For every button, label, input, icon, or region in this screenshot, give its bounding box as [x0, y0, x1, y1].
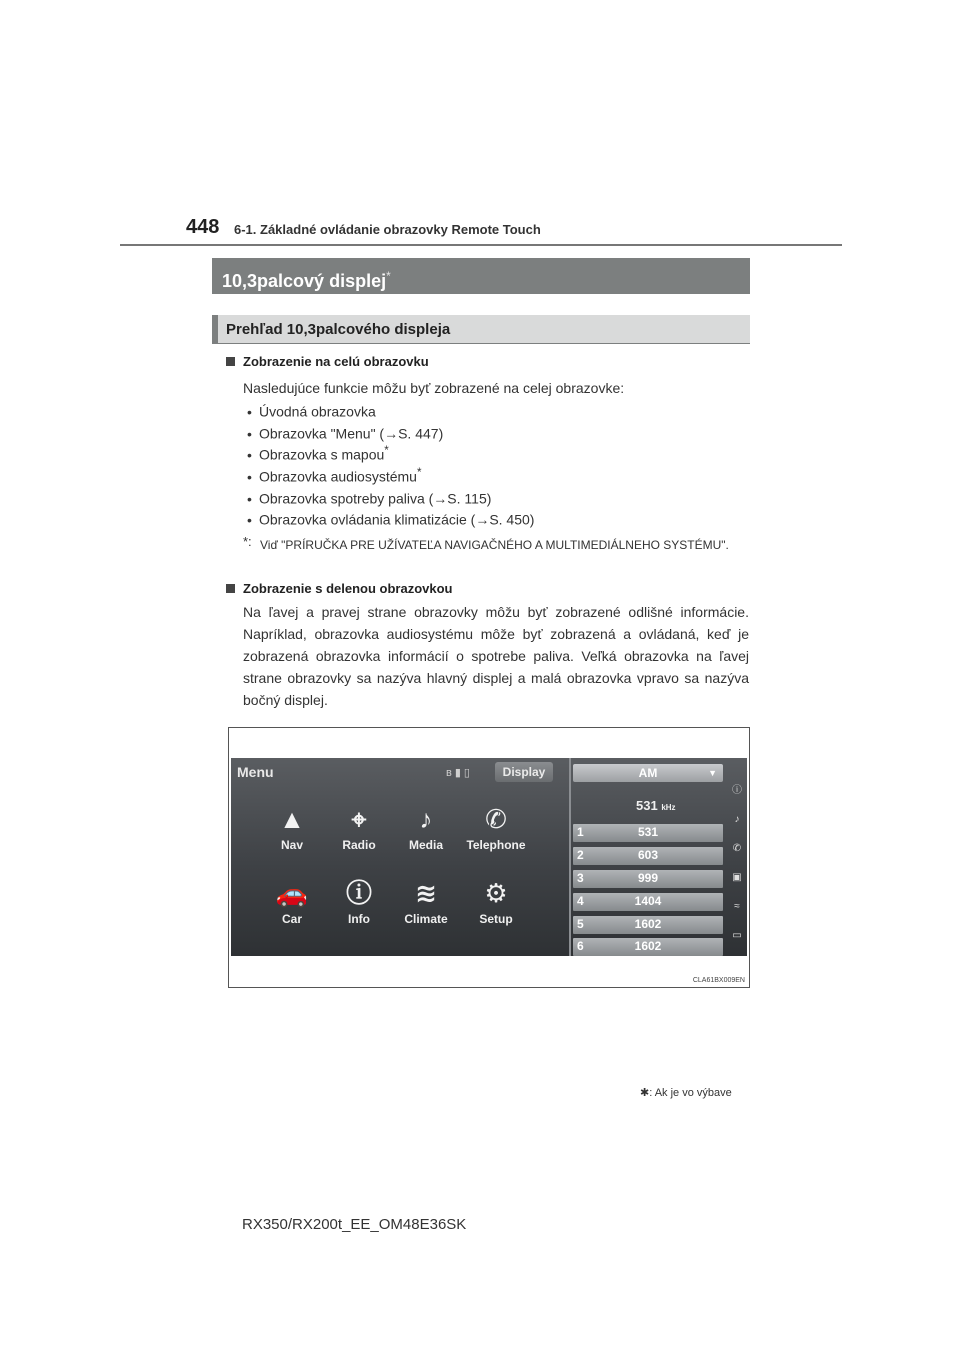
car-icon: 🚗	[275, 878, 309, 908]
screen-divider	[569, 758, 571, 956]
app-nav[interactable]: ▲ Nav	[259, 800, 325, 852]
app-media[interactable]: ♪ Media	[393, 800, 459, 852]
square-bullet-icon	[226, 357, 235, 366]
battery-icon: ▯	[463, 767, 473, 779]
app-info[interactable]: ⓘ Info	[326, 874, 392, 926]
list-item: • Obrazovka ovládania klimatizácie (→S. 450)	[247, 511, 535, 528]
preset-3[interactable]: 3 999	[573, 870, 723, 888]
running-head: 6-1. Základné ovládanie obrazovky Remote Touch	[234, 222, 541, 237]
app-setup[interactable]: ⚙ Setup	[460, 874, 532, 926]
side-display-rail	[729, 776, 745, 948]
list-item: • Obrazovka spotreby paliva (→S. 115)	[247, 490, 492, 507]
list-item: • Obrazovka audiosystému*	[247, 466, 422, 485]
full-screen-heading	[226, 354, 429, 369]
document-code: RX350/RX200t_EE_OM48E36SK	[242, 1216, 467, 1233]
band-selector[interactable]: AM ▼	[573, 764, 723, 782]
square-bullet-icon	[226, 584, 235, 593]
section-title-banner	[212, 258, 750, 294]
menu-label: Menu	[237, 764, 274, 780]
image-icon[interactable]: ▣	[732, 872, 742, 883]
preset-5[interactable]: 5 1602	[573, 916, 723, 934]
climate-icon: ≋	[415, 878, 437, 908]
screen-icon[interactable]: ▭	[732, 930, 742, 941]
chevron-down-icon: ▼	[708, 768, 717, 778]
climate-small-icon[interactable]: ≈	[734, 901, 740, 912]
display-illustration	[228, 727, 750, 988]
list-item: • Obrazovka s mapou*	[247, 444, 389, 463]
list-item: • Obrazovka "Menu" (→S. 447)	[247, 425, 444, 442]
display-button[interactable]: Display	[495, 762, 553, 782]
list-item: • Úvodná obrazovka	[247, 403, 376, 420]
full-screen-heading-text: Zobrazenie na celú obrazovku	[243, 354, 429, 369]
page-number: 448	[186, 216, 220, 238]
app-car[interactable]: 🚗 Car	[259, 874, 325, 926]
figure-code: CLA61BX009EN	[692, 977, 745, 984]
preset-1[interactable]: 1 531	[573, 824, 723, 842]
display-screen	[231, 758, 747, 956]
music-note-icon: ♪	[419, 804, 433, 834]
availability-footnote: ✱: Ak je vo výbave	[640, 1087, 732, 1099]
preset-6[interactable]: 6 1602	[573, 938, 723, 956]
split-screen-heading	[226, 581, 452, 596]
subsection-title: Prehľad 10,3palcového displeja	[212, 315, 750, 344]
full-screen-intro: Nasledujúce funkcie môžu byť zobrazené na celej obrazovke:	[243, 380, 625, 396]
split-screen-heading-text: Zobrazenie s delenou obrazovkou	[243, 581, 453, 596]
footnote-mark: *:	[243, 534, 252, 549]
current-frequency: 531 kHz	[636, 798, 676, 813]
bluetooth-icon: ʙ	[446, 767, 455, 779]
app-radio[interactable]: ⌖ Radio	[326, 800, 392, 852]
section-title: 10,3palcový displej	[222, 271, 387, 291]
footnote-text: Viď "PRÍRUČKA PRE UŽÍVATEĽA NAVIGAČNÉHO A MULTIMEDIÁLNEHO SYSTÉMU".	[260, 538, 729, 552]
radio-tower-icon: ⌖	[351, 804, 367, 834]
app-telephone[interactable]: ✆ Telephone	[460, 800, 532, 852]
navigation-icon: ▲	[279, 804, 305, 834]
telephone-icon: ✆	[485, 804, 507, 834]
header-rule	[120, 244, 842, 246]
signal-icon: ▮	[454, 767, 464, 779]
status-icons	[446, 766, 473, 779]
split-screen-paragraph: Na ľavej a pravej strane obrazovky môžu byť zobrazené odlišné informácie. Napríklad, obrazovka audiosystému môže byť zobrazená a ovládaná, keď je zobrazená obrazovka informácií o spotrebe paliva. Veľká obrazovka na ľavej strane obrazovky sa nazýva hlavný displej a malá obrazovka vpravo sa nazýva bočný displej.	[243, 604, 749, 708]
info-small-icon[interactable]: ⓘ	[732, 785, 742, 796]
preset-4[interactable]: 4 1404	[573, 893, 723, 911]
audio-icon[interactable]: ♪	[734, 814, 740, 825]
preset-2[interactable]: 2 603	[573, 847, 723, 865]
app-climate[interactable]: ≋ Climate	[393, 874, 459, 926]
section-title-mark: *	[386, 269, 391, 283]
setup-icon: ⚙	[484, 878, 508, 908]
info-icon: ⓘ	[345, 878, 372, 908]
phone-small-icon[interactable]: ✆	[732, 843, 742, 854]
